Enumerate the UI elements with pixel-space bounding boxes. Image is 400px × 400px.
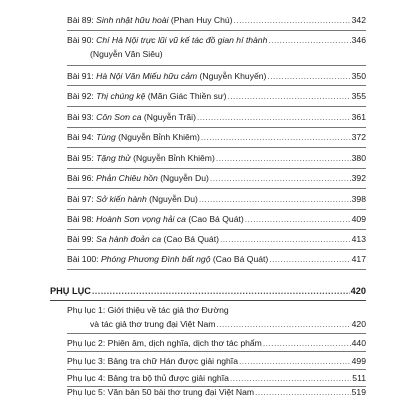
lesson-author: (Nguyễn Du) (149, 194, 198, 204)
divider (67, 269, 366, 270)
divider (67, 351, 366, 352)
lesson-title: Sở kiến hành (96, 194, 147, 204)
divider (67, 106, 366, 107)
lesson-author: (Nguyễn Trãi) (143, 112, 196, 122)
divider (67, 85, 366, 86)
toc-entry (0, 251, 400, 267)
lesson-title: Hà Nội Văn Miếu hữu cảm (96, 71, 198, 81)
appendix-label: Phụ lục 5: Văn bản 50 bài thơ trung đại Việt Nam (67, 387, 255, 397)
dot-leader (267, 68, 350, 84)
toc-entry (0, 335, 400, 351)
section-title: PHỤ LỤC (50, 286, 91, 296)
lesson-author: (Nguyễn Bỉnh Khiêm) (133, 153, 215, 163)
dot-leader (220, 231, 351, 247)
dot-leader (234, 12, 351, 28)
appendix-label: Phụ lục 2: Phiên âm, dịch nghĩa, dịch thơ tác phẩm (67, 338, 262, 348)
dot-leader (216, 317, 350, 332)
lesson-author: (Nguyễn Bỉnh Khiêm) (118, 132, 200, 142)
toc-entry (0, 129, 400, 145)
page-number: 346 (351, 35, 366, 45)
page-number: 409 (351, 214, 366, 224)
toc-entry (0, 88, 400, 104)
page-number: 519 (351, 387, 366, 397)
page-number: 440 (351, 338, 366, 348)
lesson-title: Tùng (96, 132, 116, 142)
dot-leader (210, 170, 351, 186)
toc-entry (0, 12, 400, 28)
appendix-label: Phụ lục 1: Giới thiệu về tác giả thơ Đường (67, 305, 229, 315)
divider (67, 209, 366, 210)
page-number: 420 (350, 286, 366, 296)
toc-entry (0, 109, 400, 125)
divider (67, 229, 366, 230)
divider (67, 147, 366, 148)
lesson-number: Bài 98: (67, 214, 94, 224)
toc-entry (0, 231, 400, 247)
dot-leader (255, 384, 351, 400)
lesson-title: Hoành Sơn vọng hải ca (96, 214, 186, 224)
toc-entry (0, 32, 400, 62)
toc-entry (0, 303, 400, 333)
divider (67, 333, 366, 334)
lesson-number: Bài 89: (67, 15, 94, 25)
lesson-title: Côn Sơn ca (96, 112, 142, 122)
page-number: 380 (351, 153, 366, 163)
section-heading (0, 283, 400, 299)
lesson-number: Bài 94: (67, 132, 94, 142)
lesson-title: Phản Chiêu hồn (96, 173, 158, 183)
lesson-number: Bài 90: (67, 35, 94, 45)
dot-leader (197, 109, 351, 125)
lesson-title: Phóng Phương Đình bất ngộ (100, 254, 211, 264)
lesson-title: Chí Hà Nội trực lũi vũ kế tác đồ gian hí thành (96, 35, 268, 45)
lesson-number: Bài 92: (67, 91, 94, 101)
lesson-number: Bài 97: (67, 194, 94, 204)
lesson-title: Sa hành đoản ca (96, 234, 162, 244)
divider (67, 127, 366, 128)
dot-leader (92, 283, 350, 299)
divider (67, 30, 366, 31)
appendix-label-line2: và tác giả thơ trung đại Việt Nam (90, 319, 216, 329)
dot-leader (199, 191, 351, 207)
lesson-number: Bài 95: (67, 153, 94, 163)
lesson-author: (Cao Bá Quát) (188, 214, 244, 224)
toc-entry (0, 68, 400, 84)
divider (67, 188, 366, 189)
toc-entry (0, 191, 400, 207)
page-number: 355 (351, 91, 366, 101)
divider (67, 168, 366, 169)
toc-entry (0, 353, 400, 369)
lesson-number: Bài 96: (67, 173, 94, 183)
page-number: 372 (351, 132, 366, 142)
lesson-number: Bài 93: (67, 112, 94, 122)
divider (67, 65, 366, 66)
lesson-author: (Nguyễn Khuyến) (199, 71, 267, 81)
dot-leader (245, 211, 351, 227)
page-number: 511 (352, 373, 366, 383)
page-number: 413 (351, 234, 366, 244)
lesson-title: Tặng thử (96, 153, 131, 163)
toc-entry (0, 384, 400, 400)
appendix-label: Phụ lục 3: Bảng tra chữ Hán được giải nghĩa (67, 356, 238, 366)
lesson-author: (Cao Bá Quát) (212, 254, 269, 264)
lesson-author: (Mãn Giác Thiền sư) (147, 91, 227, 101)
lesson-author: (Phan Huy Chú) (170, 15, 233, 25)
page-number: 342 (351, 15, 366, 25)
divider (50, 300, 366, 301)
page-number: 398 (351, 194, 366, 204)
lesson-number: Bài 100: (67, 254, 99, 264)
page-number: 350 (351, 71, 366, 81)
lesson-title: Thị chúng kệ (96, 91, 146, 101)
page-number: 499 (351, 356, 366, 366)
dot-leader (239, 353, 351, 369)
lesson-title: Sinh nhật hữu hoài (96, 15, 169, 25)
lesson-author: (Cao Bá Quát) (163, 234, 219, 244)
toc-entry (0, 150, 400, 166)
dot-leader (216, 150, 351, 166)
appendix-label: Phụ lục 4: Bảng tra bộ thủ được giải nghĩa (67, 373, 229, 383)
dot-leader (227, 88, 350, 104)
page-number: 392 (351, 173, 366, 183)
lesson-number: Bài 99: (67, 234, 94, 244)
dot-leader (268, 32, 350, 48)
toc-entry (0, 211, 400, 227)
page-number: 361 (351, 112, 366, 122)
divider (67, 249, 366, 250)
dot-leader (201, 129, 351, 145)
dot-leader (269, 251, 350, 267)
dot-leader (263, 335, 351, 351)
page-number: 420 (351, 319, 366, 329)
page-number: 417 (351, 254, 366, 264)
lesson-author: (Nguyễn Văn Siêu) (90, 49, 163, 59)
lesson-number: Bài 91: (67, 71, 94, 81)
toc-entry (0, 170, 400, 186)
lesson-author: (Nguyễn Du) (160, 173, 209, 183)
